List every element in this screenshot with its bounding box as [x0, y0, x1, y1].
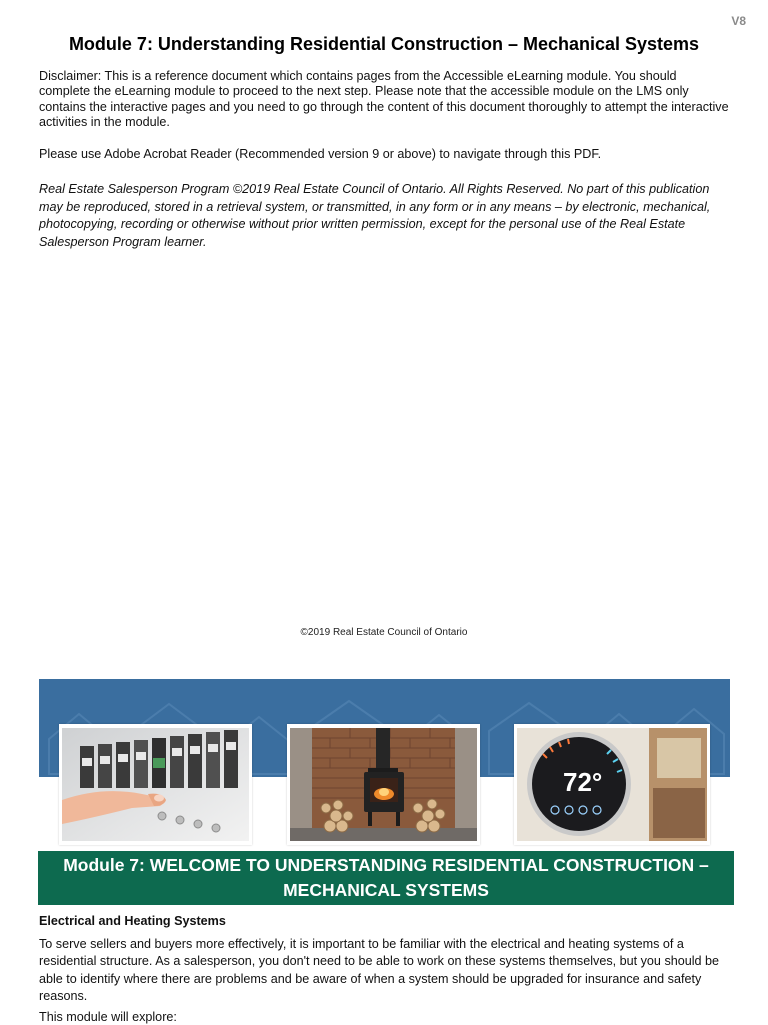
explore-lead-in: This module will explore: [39, 1010, 177, 1024]
wood-stove-illustration [290, 728, 477, 841]
intro-paragraph: To serve sellers and buyers more effectively, it is important to be familiar with the electrical and heating systems of a residential structure. As a salesperson, you don't need to be able to work on these systems themselves, but you should be able to identify where there are problems and be aware of when a system should be upgraded for insurance and safety reasons. [39, 937, 720, 1004]
wood-stove-photo [287, 724, 480, 845]
document-title: Module 7: Understanding Residential Construction – Mechanical Systems [68, 34, 700, 54]
disclaimer-text: Disclaimer: This is a reference document which contains pages from the Accessible eLearning module. You should complete the eLearning module to proceed to the next step. Please note that the accessible module on the LMS only contains the interactive pages and you need to go through the content of this document thoroughly to attempt the interactive activities in the module. [39, 69, 729, 130]
smart-thermostat-photo [514, 724, 710, 845]
copyright-notice: Real Estate Salesperson Program ©2019 Real Estate Council of Ontario. All Rights Reserved. No part of this publication may be reproduced, stored in a retrieval system, or transmitted, in any form or in any means – by electronic, mechanical, photocopying, recording or otherwise without prior written permission, except for the personal use of the Real Estate Salesperson Program learner. [39, 182, 711, 249]
breaker-panel-illustration [62, 728, 249, 841]
section-heading: Electrical and Heating Systems [39, 914, 226, 928]
version-label: V8 [731, 14, 746, 28]
electrical-panel-photo [59, 724, 252, 845]
module-welcome-banner [38, 851, 734, 905]
page-footer: ©2019 Real Estate Council of Ontario [300, 627, 468, 638]
thermostat-temperature: 72° [563, 767, 603, 797]
acrobat-note: Please use Adobe Acrobat Reader (Recommended version 9 or above) to navigate through this PDF. [39, 147, 602, 161]
welcome-title-line-1: Module 7: WELCOME TO UNDERSTANDING RESIDENTIAL CONSTRUCTION – [63, 855, 709, 875]
welcome-title-line-2: MECHANICAL SYSTEMS [283, 880, 489, 900]
thermostat-illustration [517, 728, 707, 841]
